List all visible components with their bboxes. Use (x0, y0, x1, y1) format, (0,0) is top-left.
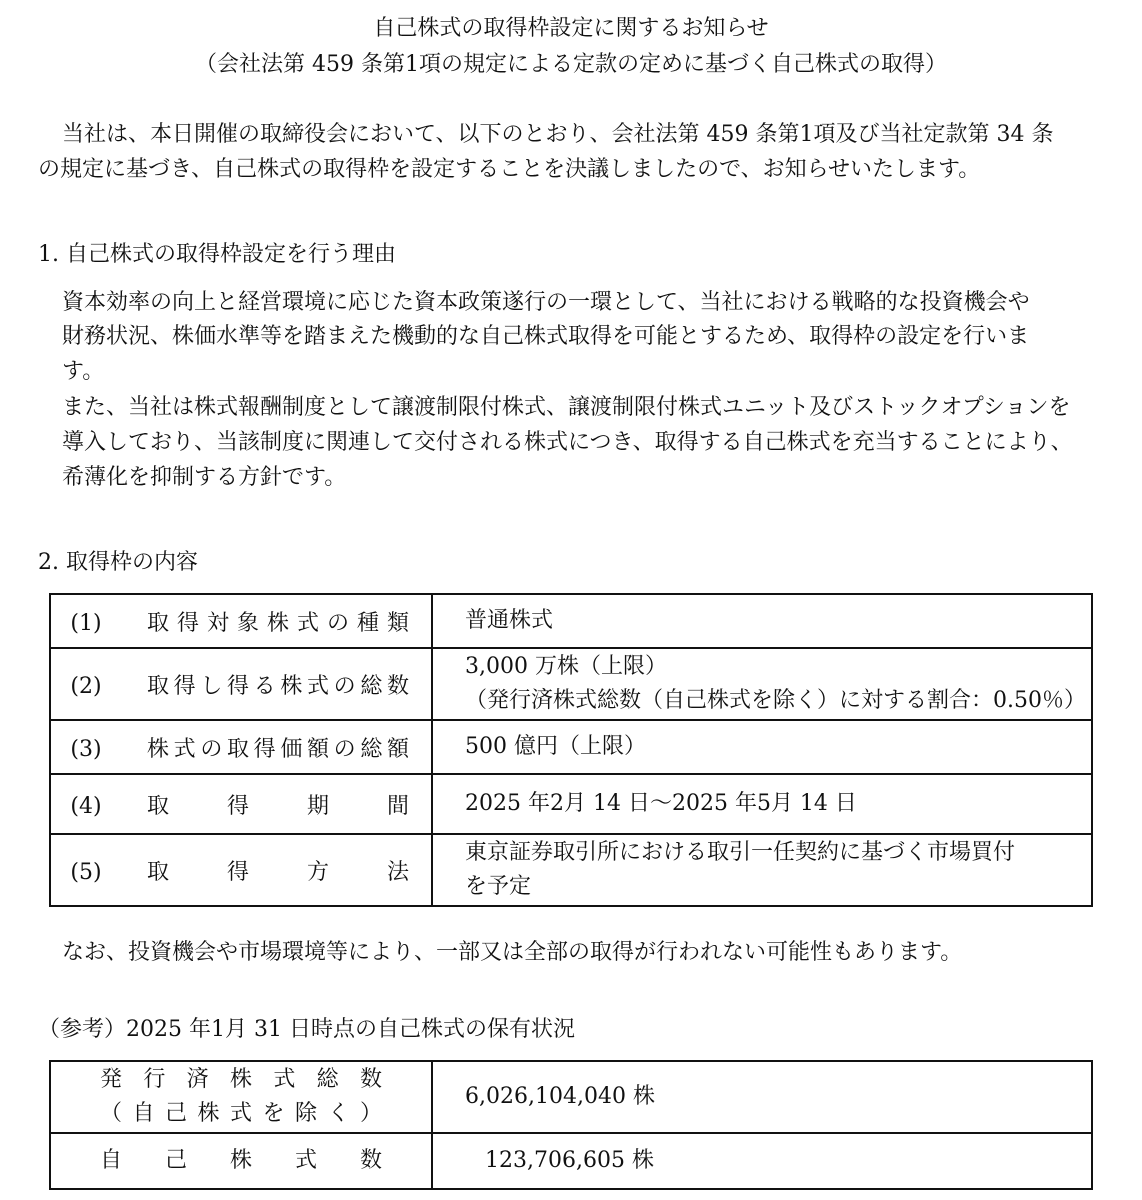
row-value-cell (432, 594, 1092, 648)
reference-label: （自己株式を除く） (100, 1101, 382, 1126)
section2-note: なお、投資機会や市場環境等により、一部又は全部の取得が行われない可能性もあります。 (62, 940, 963, 965)
table-row (50, 720, 1092, 774)
intro-line: の規定に基づき、自己株式の取得枠を設定することを決議しましたので、お知らせいたします。 (38, 157, 981, 182)
reference-value: 123,706,605 株 (485, 1148, 654, 1173)
table-row (50, 594, 1092, 648)
reference-value: 6,026,104,040 株 (465, 1084, 655, 1109)
row-label-cell (50, 774, 432, 834)
row-label: 株式の取得価額の総額 (147, 736, 409, 762)
row-value-cell (432, 720, 1092, 774)
row-label-cell (50, 834, 432, 906)
reference-label: 発行済株式総数 (100, 1067, 382, 1092)
row-value: 3,000 万株（上限） (465, 654, 667, 679)
row-number: (2) (70, 673, 102, 699)
row-value: 2025 年2月 14 日～2025 年5月 14 日 (465, 791, 857, 816)
reference-table (49, 1060, 1093, 1190)
reference-value-cell (432, 1061, 1092, 1133)
section1-line: す。 (62, 359, 105, 384)
row-value-cell (432, 648, 1092, 720)
row-value: を予定 (465, 874, 532, 899)
row-label-cell (50, 594, 432, 648)
row-label: 取得対象株式の種類 (147, 610, 409, 636)
row-value-cell (432, 834, 1092, 906)
row-value: 東京証券取引所における取引一任契約に基づく市場買付 (465, 840, 1016, 865)
reference-label-cell (50, 1061, 432, 1133)
row-number: (4) (70, 793, 102, 819)
row-number: (1) (70, 610, 102, 636)
page-subtitle: （会社法第 459 条第1項の規定による定款の定めに基づく自己株式の取得） (195, 52, 947, 77)
row-label-cell (50, 720, 432, 774)
table-row (50, 774, 1092, 834)
row-label-cell (50, 648, 432, 720)
row-value-cell (432, 774, 1092, 834)
table-row (50, 1133, 1092, 1189)
section1-line: 財務状況、株価水準等を踏まえた機動的な自己株式取得を可能とするため、取得枠の設定を行いま (62, 324, 1030, 349)
table-row (50, 1061, 1092, 1133)
row-number: (5) (70, 859, 102, 885)
reference-value-cell (432, 1133, 1092, 1189)
row-value: （発行済株式総数（自己株式を除く）に対する割合：0.50％） (465, 688, 1086, 713)
section2-heading: 2. 取得枠の内容 (38, 550, 198, 575)
section1-line: 資本効率の向上と経営環境に応じた資本政策遂行の一環として、当社における戦略的な投資機会や (62, 290, 1030, 315)
table-row (50, 648, 1092, 720)
row-value: 普通株式 (465, 608, 554, 633)
reference-label-cell (50, 1133, 432, 1189)
section1-line: 導入しており、当該制度に関連して交付される株式につき、取得する自己株式を充当することにより、 (62, 430, 1073, 455)
intro-line: 当社は、本日開催の取締役会において、以下のとおり、会社法第 459 条第1項及び当社定款第 34 条 (62, 122, 1054, 147)
row-label: 取得期間 (147, 793, 409, 819)
section1-line: 希薄化を抑制する方針です。 (62, 465, 347, 490)
reference-label: 自己株式数 (100, 1148, 382, 1173)
reference-heading: （参考）2025 年1月 31 日時点の自己株式の保有状況 (38, 1017, 575, 1042)
row-label: 取得方法 (147, 859, 409, 885)
row-number: (3) (70, 736, 102, 762)
row-value: 500 億円（上限） (465, 734, 646, 759)
row-label: 取得し得る株式の総数 (147, 673, 409, 699)
acquisition-table (49, 593, 1093, 907)
section1-heading: 1. 自己株式の取得枠設定を行う理由 (38, 242, 396, 267)
section1-line: また、当社は株式報酬制度として譲渡制限付株式、譲渡制限付株式ユニット及びストックオプションを (62, 395, 1071, 420)
page-title: 自己株式の取得枠設定に関するお知らせ (373, 16, 769, 41)
table-row (50, 834, 1092, 906)
